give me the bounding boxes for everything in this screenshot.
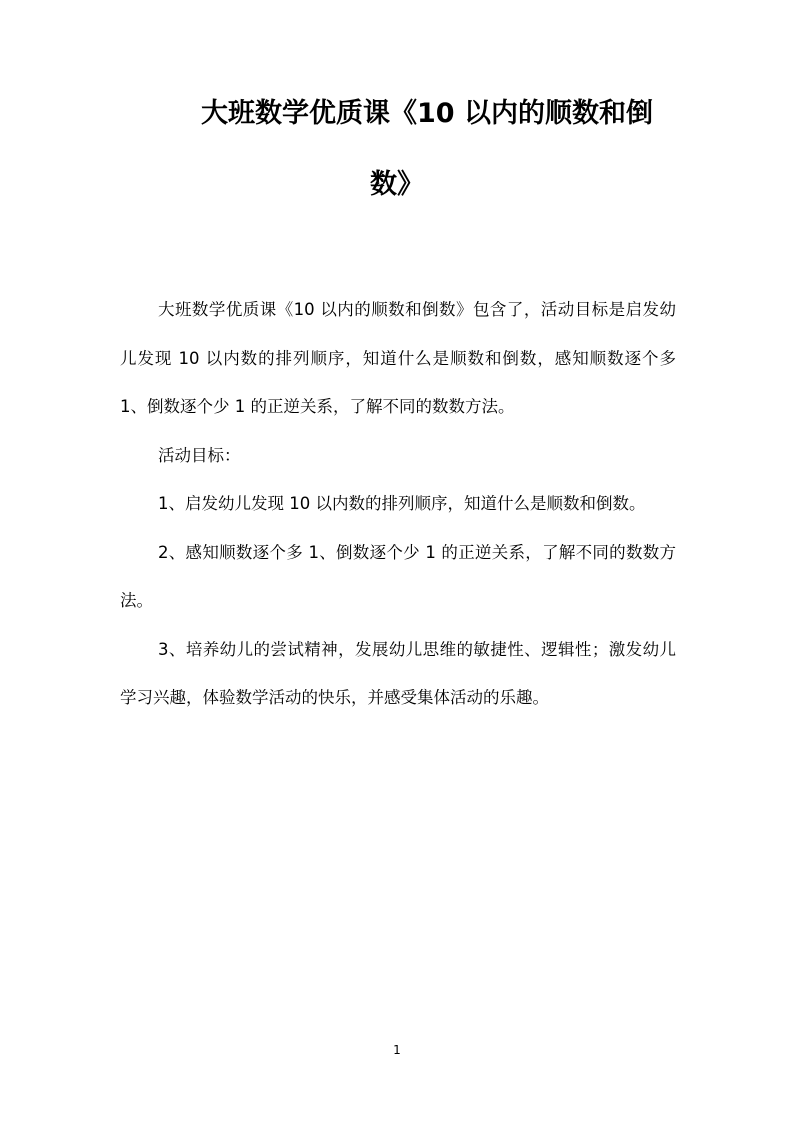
intro-paragraph: 大班数学优质课《10 以内的顺数和倒数》包含了，活动目标是启发幼儿发现 10 以内数的排列顺序，知道什么是顺数和倒数，感知顺数逐个多 1、倒数逐个少 1 的正逆关系，了解不同的数数方法。	[120, 300, 676, 416]
page-number: 1	[393, 1043, 401, 1057]
objective-3: 3、培养幼儿的尝试精神，发展幼儿思维的敏捷性、逻辑性；激发幼儿学习兴趣，体验数学活动的快乐，并感受集体活动的乐趣。	[120, 639, 676, 707]
objective-1: 1、启发幼儿发现 10 以内数的排列顺序，知道什么是顺数和倒数。	[158, 494, 646, 513]
objectives-heading: 活动目标：	[158, 445, 241, 465]
document-title-line-1: 大班数学优质课《10 以内的顺数和倒	[201, 98, 653, 129]
objective-2: 2、感知顺数逐个多 1、倒数逐个少 1 的正逆关系，了解不同的数数方法。	[120, 542, 676, 610]
document-body	[120, 286, 676, 723]
document-title-line-2: 数》	[370, 169, 424, 200]
